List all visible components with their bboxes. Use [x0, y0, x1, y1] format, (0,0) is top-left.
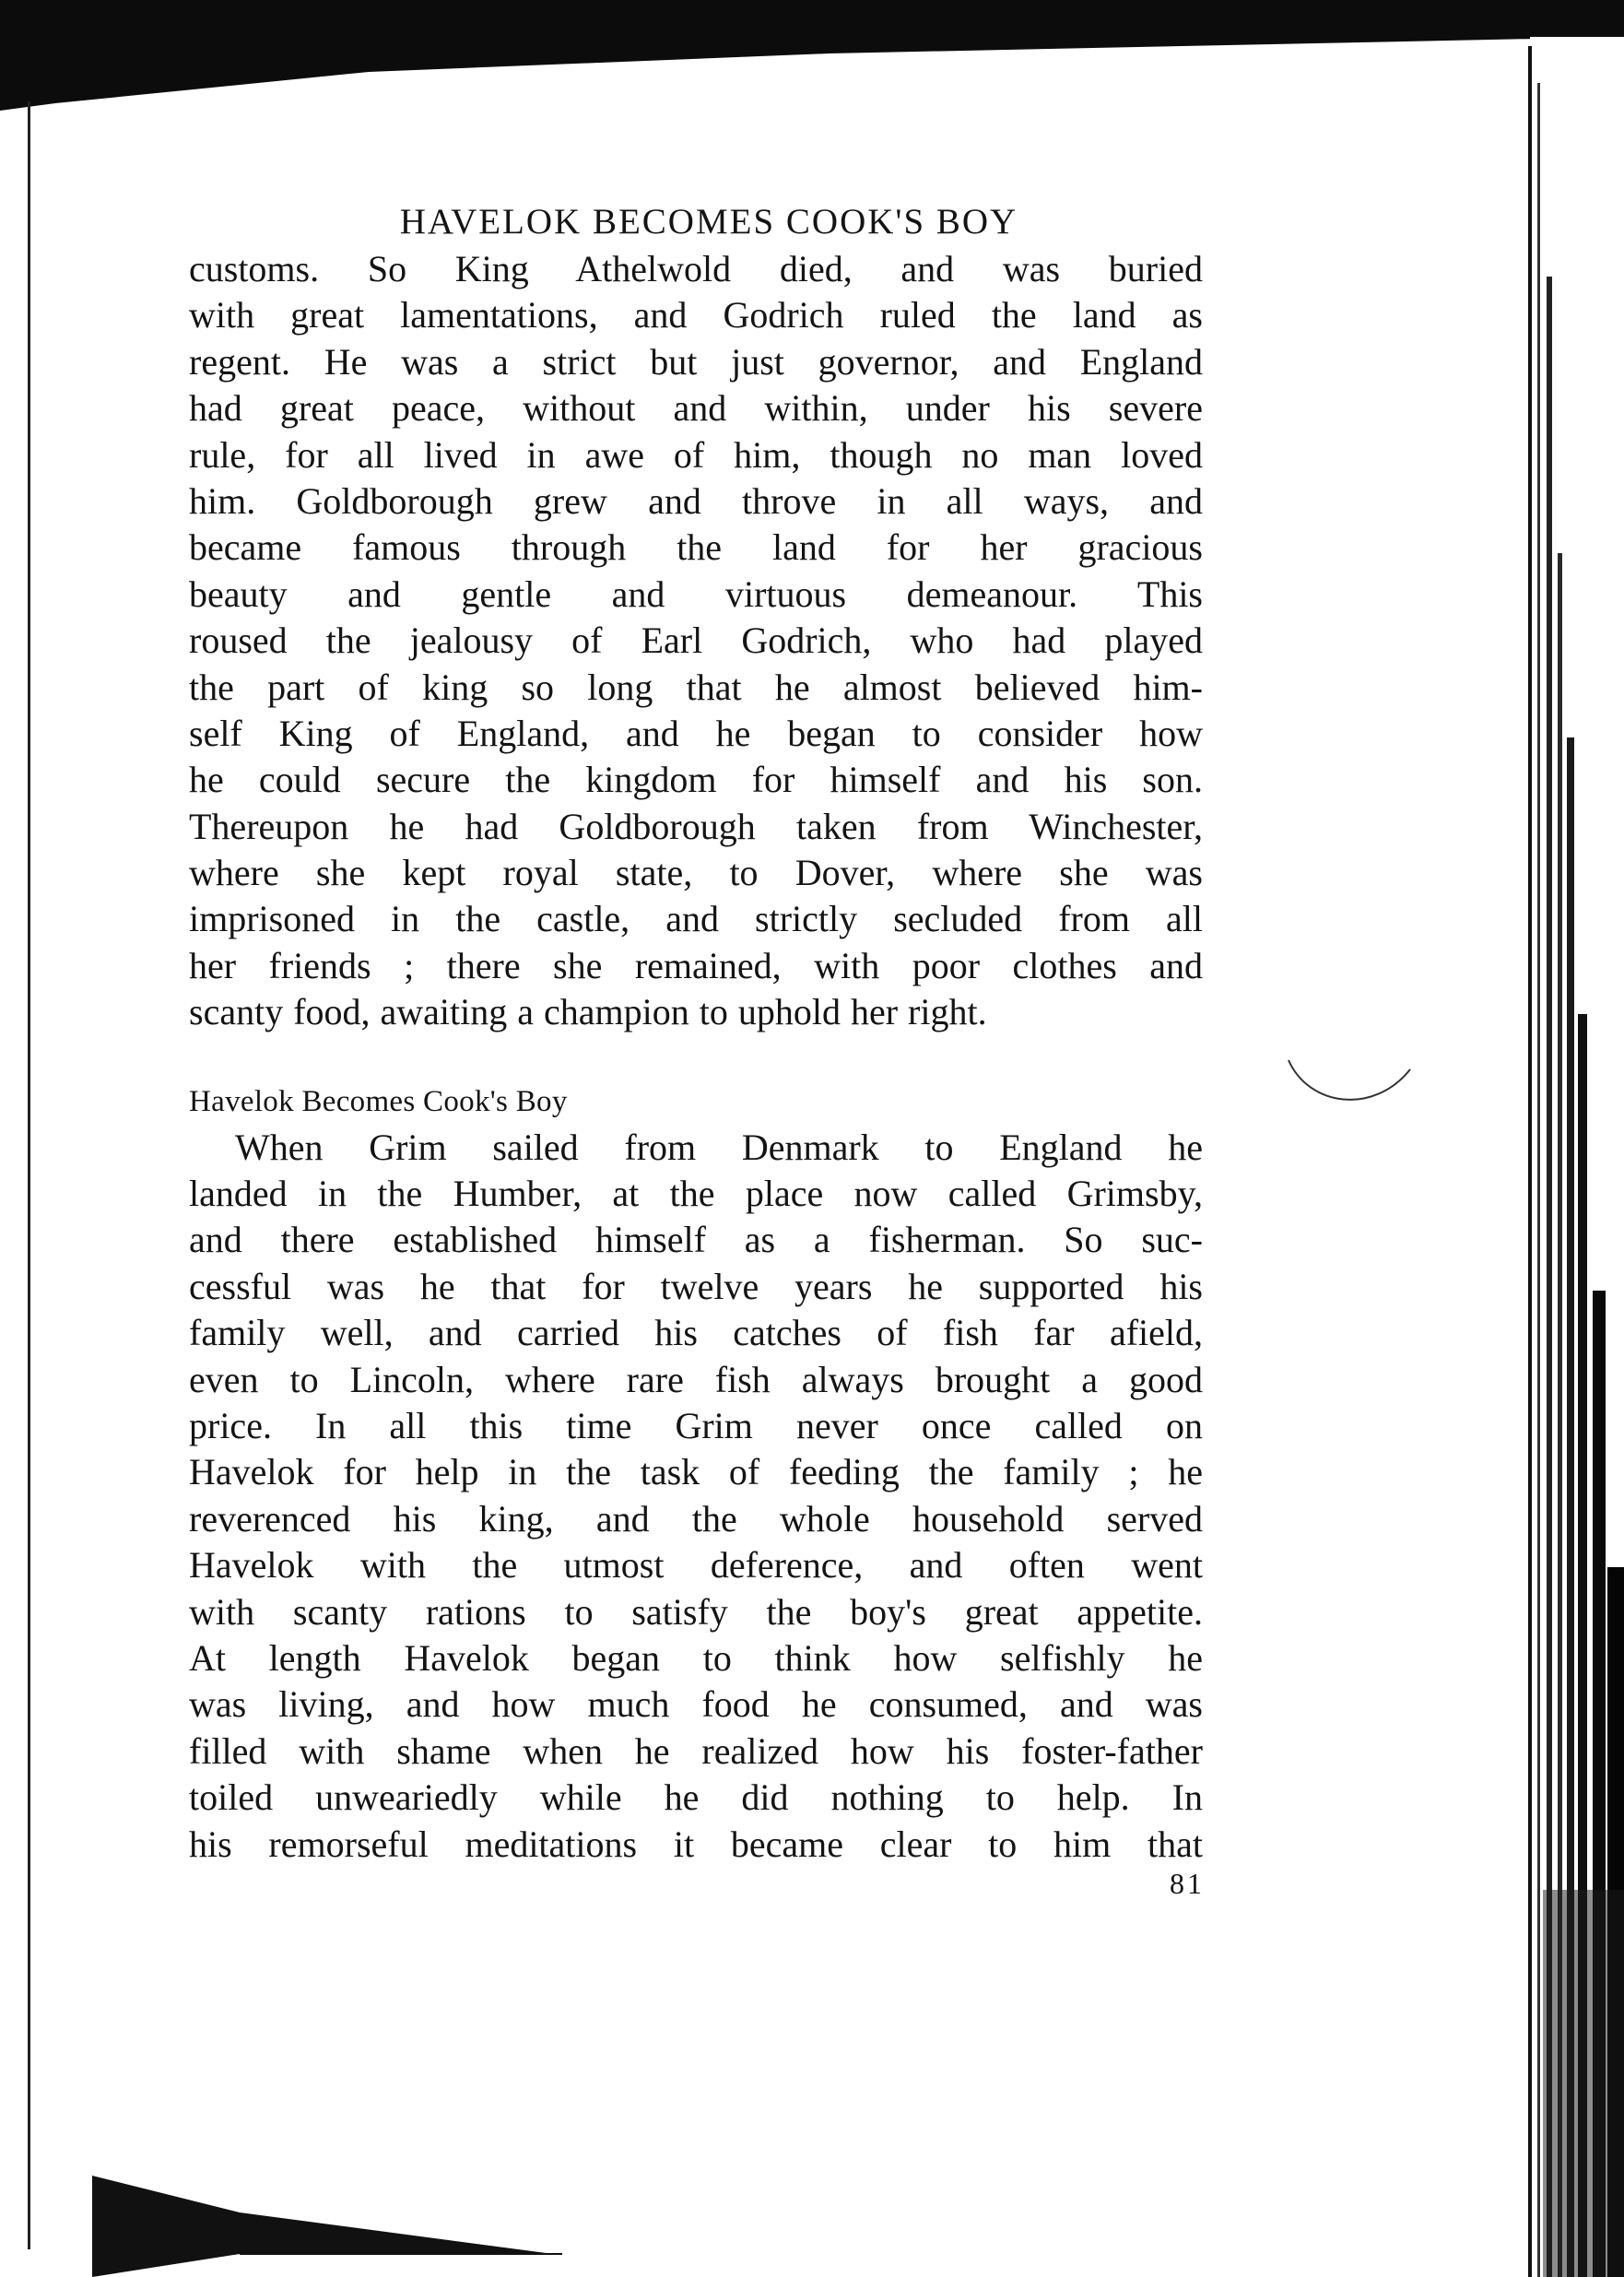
text-line: where she kept royal state, to Dover, where she was [189, 852, 1203, 894]
margin-pencil-mark [1289, 1060, 1410, 1100]
text-line: toiled unweariedly while he did nothing to help. In [189, 1776, 1203, 1819]
text-line: self King of England, and he began to consider how [189, 712, 1203, 754]
text-line: became famous through the land for her gracious [189, 526, 1203, 569]
text-line: imprisoned in the castle, and strictly secluded from all [189, 898, 1203, 940]
text-line: her friends ; there she remained, with poor clothes and [189, 944, 1203, 986]
text-line: Thereupon he had Goldborough taken from Winchester, [189, 805, 1203, 847]
text-line: regent. He was a strict but just governor, and England [189, 340, 1203, 383]
text-line: the part of king so long that he almost believed him- [189, 666, 1203, 708]
text-line: Havelok for help in the task of feeding the family ; he [189, 1451, 1203, 1493]
book-page [189, 198, 1205, 1900]
text-line: rule, for all lived in awe of him, though no man loved [189, 433, 1203, 476]
text-line: and there established himself as a fisherman. So suc- [189, 1219, 1203, 1261]
text-line: his remorseful meditations it became clear to him that [189, 1823, 1203, 1865]
text-line: had great peace, without and within, under his severe [189, 387, 1203, 430]
text-line: scanty food, awaiting a champion to uphold her right. [189, 991, 987, 1033]
text-line: filled with shame when he realized how his foster-father [189, 1729, 1203, 1772]
text-line: family well, and carried his catches of fish far afield, [189, 1312, 1203, 1354]
left-edge-line [28, 101, 30, 2249]
text-line: When Grim sailed from Denmark to England he [235, 1126, 1203, 1168]
running-head: HAVELOK BECOMES COOK'S BOY [399, 202, 1018, 242]
section-heading: Havelok Becomes Cook's Boy [189, 1084, 568, 1118]
text-line: landed in the Humber, at the place now called Grimsby, [189, 1173, 1203, 1215]
text-line: with great lamentations, and Godrich ruled the land as [189, 294, 1203, 336]
bottom-left-scrap [92, 2176, 553, 2277]
text-line: At length Havelok began to think how selfishly he [189, 1636, 1203, 1679]
text-line: with scanty rations to satisfy the boy's great appetite. [189, 1590, 1203, 1633]
top-edge-shadow [0, 0, 1624, 111]
paragraph-1 [189, 246, 1203, 1036]
text-line: beauty and gentle and virtuous demeanour. This [189, 572, 1203, 615]
text-line: cessful was he that for twelve years he supported his [189, 1265, 1203, 1307]
text-line: he could secure the kingdom for himself and his son. [189, 759, 1203, 801]
text-line: reverenced his king, and the whole household served [189, 1497, 1203, 1540]
text-line: customs. So King Athelwold died, and was buried [189, 248, 1203, 289]
text-line: was living, and how much food he consumed, and was [189, 1683, 1203, 1726]
text-line: even to Lincoln, where rare fish always brought a good [189, 1358, 1203, 1400]
page-number: 81 [1170, 1867, 1205, 1900]
paragraph-2 [189, 1125, 1203, 1868]
text-line: him. Goldborough grew and throve in all ways, and [189, 479, 1203, 522]
text-line: roused the jealousy of Earl Godrich, who had played [189, 619, 1203, 662]
text-line: price. In all this time Grim never once called on [189, 1404, 1203, 1446]
text-line: Havelok with the utmost deference, and often went [189, 1544, 1203, 1587]
